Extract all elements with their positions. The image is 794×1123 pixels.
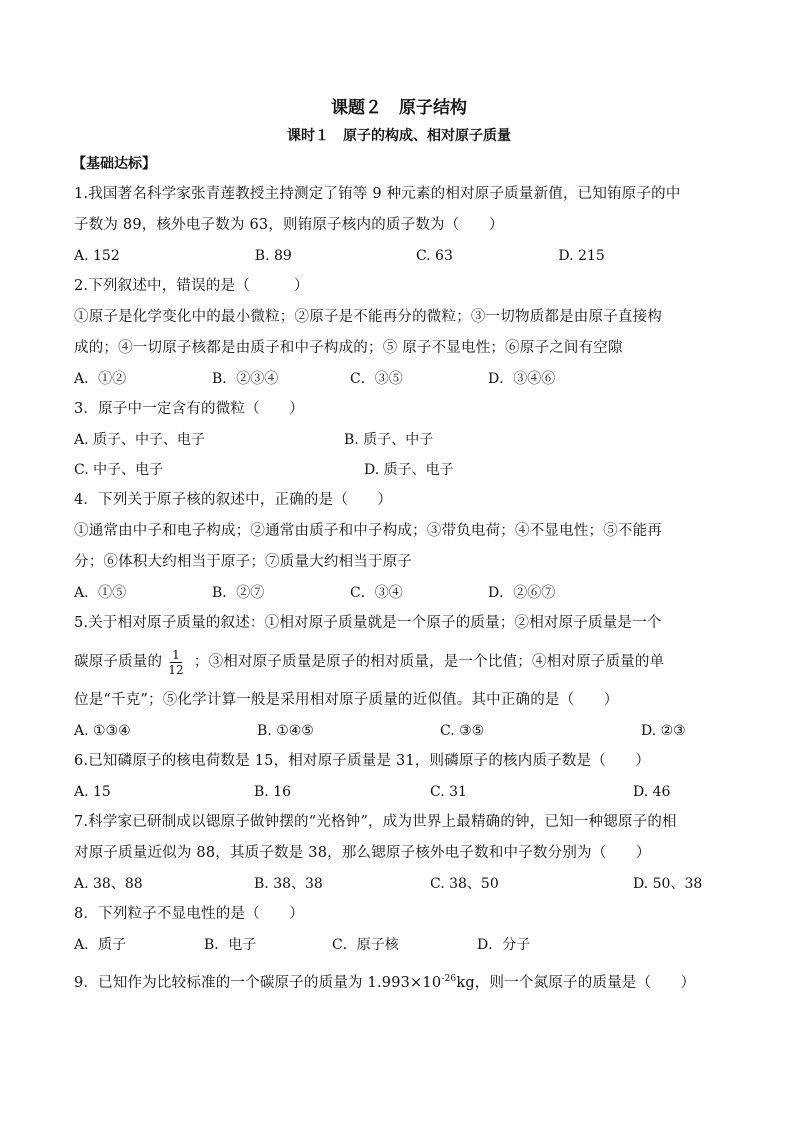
- question-2-options: [74, 364, 724, 394]
- question-5-line-2: [74, 639, 724, 685]
- question-5-line-2-end: ；③相对原子质量是原子的相对质量，是一个比值；④相对原子质量的单: [193, 654, 665, 670]
- option-d: D. ②③: [641, 723, 686, 739]
- question-7-line-2: 对原子质量近似为 88，其质子数是 38，那么锶原子核外电子数和中子数分别为（ ）: [74, 845, 651, 861]
- option-b: B. 38、38: [254, 876, 323, 892]
- option-d: D. 215: [558, 248, 605, 264]
- question-1-options: [74, 241, 694, 271]
- option-a: A．①⑤: [74, 585, 127, 601]
- option-d: D．分子: [477, 937, 531, 953]
- option-d: D. 50、38: [633, 876, 703, 892]
- exponent: -26: [441, 974, 457, 984]
- option-a: A．质子: [74, 937, 127, 953]
- question-5-line-2-start: 碳原子质量的: [74, 654, 163, 670]
- worksheet-page: [74, 95, 724, 999]
- fraction-denominator: 12: [168, 662, 184, 677]
- question-7-line-1: 7.科学家已研制成以锶原子做钟摆的“光格钟”，成为世界上最精确的钟，已知一种锶原子的相: [74, 814, 677, 830]
- question-8-line-1: 8．下列粒子不显电性的是（ ）: [74, 906, 304, 922]
- question-8-options: [74, 930, 724, 960]
- question-4-line-3: 分；⑥体积大约相当于原子；⑦质量大约相当于原子: [74, 554, 413, 570]
- option-a: A. 15: [74, 784, 111, 800]
- option-c: C. 63: [415, 248, 453, 264]
- option-b: B．②⑦: [212, 585, 265, 601]
- question-1-line-2: 子数为 89，核外电子数为 63，则铕原子核内的质子数为（ ）: [74, 217, 504, 233]
- question-5-line-1: 5.关于相对原子质量的叙述：①相对原子质量就是一个原子的质量；②相对原子质量是一个: [74, 615, 662, 631]
- question-4-options: [74, 578, 724, 608]
- question-6-line-1: 6.已知磷原子的核电荷数是 15，相对原子质量是 31，则磷原子的核内质子数是（ ）: [74, 753, 651, 769]
- fraction-one-twelfth: [166, 648, 186, 677]
- option-c: C．原子核: [332, 937, 399, 953]
- option-a: A. 质子、中子、电子: [74, 432, 206, 448]
- question-9-text-end: kg，则一个氮原子的质量是（ ）: [456, 974, 696, 991]
- question-2-line-3: 成的；④一切原子核都是由质子和中子构成的；⑤ 原子不显电性；⑥原子之间有空隙: [74, 340, 623, 356]
- option-c: C．③⑤: [350, 371, 403, 387]
- option-c: C. 31: [430, 784, 467, 800]
- option-b: B. ①④⑤: [257, 723, 314, 739]
- option-d: D. 质子、电子: [364, 462, 454, 478]
- option-b: B. 89: [254, 248, 292, 264]
- option-c: C. ③⑤: [440, 723, 485, 739]
- question-1-line-1: 1.我国著名科学家张青莲教授主持测定了铕等 9 种元素的相对原子质量新值，已知铕原子的中: [74, 186, 681, 202]
- option-c: C．③④: [350, 585, 403, 601]
- question-4-line-2: ①通常由中子和电子构成；②通常由质子和中子构成；③带负电荷；④不显电性；⑤不能再: [74, 523, 662, 539]
- question-3-line-1: 3．原子中一定含有的微粒（ ）: [74, 401, 304, 417]
- option-c: C. 中子、电子: [74, 462, 164, 478]
- question-3-options-row-2: [74, 455, 724, 485]
- question-3-options-row-1: [74, 425, 724, 455]
- option-c: C. 38、50: [430, 876, 499, 892]
- option-b: B. 质子、中子: [344, 432, 434, 448]
- question-6-options: [74, 777, 724, 807]
- option-b: B．电子: [204, 937, 257, 953]
- fraction-numerator: 1: [172, 647, 180, 662]
- option-d: D．②⑥⑦: [488, 585, 556, 601]
- question-2-line-1: 2.下列叙述中，错误的是（ ）: [74, 278, 309, 294]
- question-9-text-start: 9．已知作为比较标准的一个碳原子的质量为 1.993×10: [74, 974, 442, 991]
- lesson-subtitle: 课时１ 原子的构成、相对原子质量: [287, 128, 511, 144]
- question-7-options: [74, 869, 724, 899]
- question-2-line-2: ①原子是化学变化中的最小微粒；②原子是不能再分的微粒；③一切物质都是由原子直接构: [74, 309, 662, 325]
- option-a: A．①②: [74, 371, 127, 387]
- question-5-line-3: 位是“千克”；⑤化学计算一般是采用相对原子质量的近似值。其中正确的是（ ）: [74, 692, 619, 708]
- option-d: D. 46: [633, 784, 671, 800]
- section-heading: 【基础达标】: [72, 156, 156, 172]
- question-4-line-1: 4．下列关于原子核的叙述中，正确的是（ ）: [74, 492, 393, 508]
- option-b: B. 16: [254, 784, 292, 800]
- question-5-options: [74, 716, 724, 746]
- page-title: 课题２ 原子结构: [331, 98, 467, 118]
- option-a: A. 152: [74, 248, 120, 264]
- question-9-line-1: [74, 964, 724, 999]
- option-a: A. 38、88: [74, 876, 143, 892]
- option-a: A. ①③④: [74, 723, 131, 739]
- option-b: B．②③④: [212, 371, 279, 387]
- option-d: D．③④⑥: [488, 371, 556, 387]
